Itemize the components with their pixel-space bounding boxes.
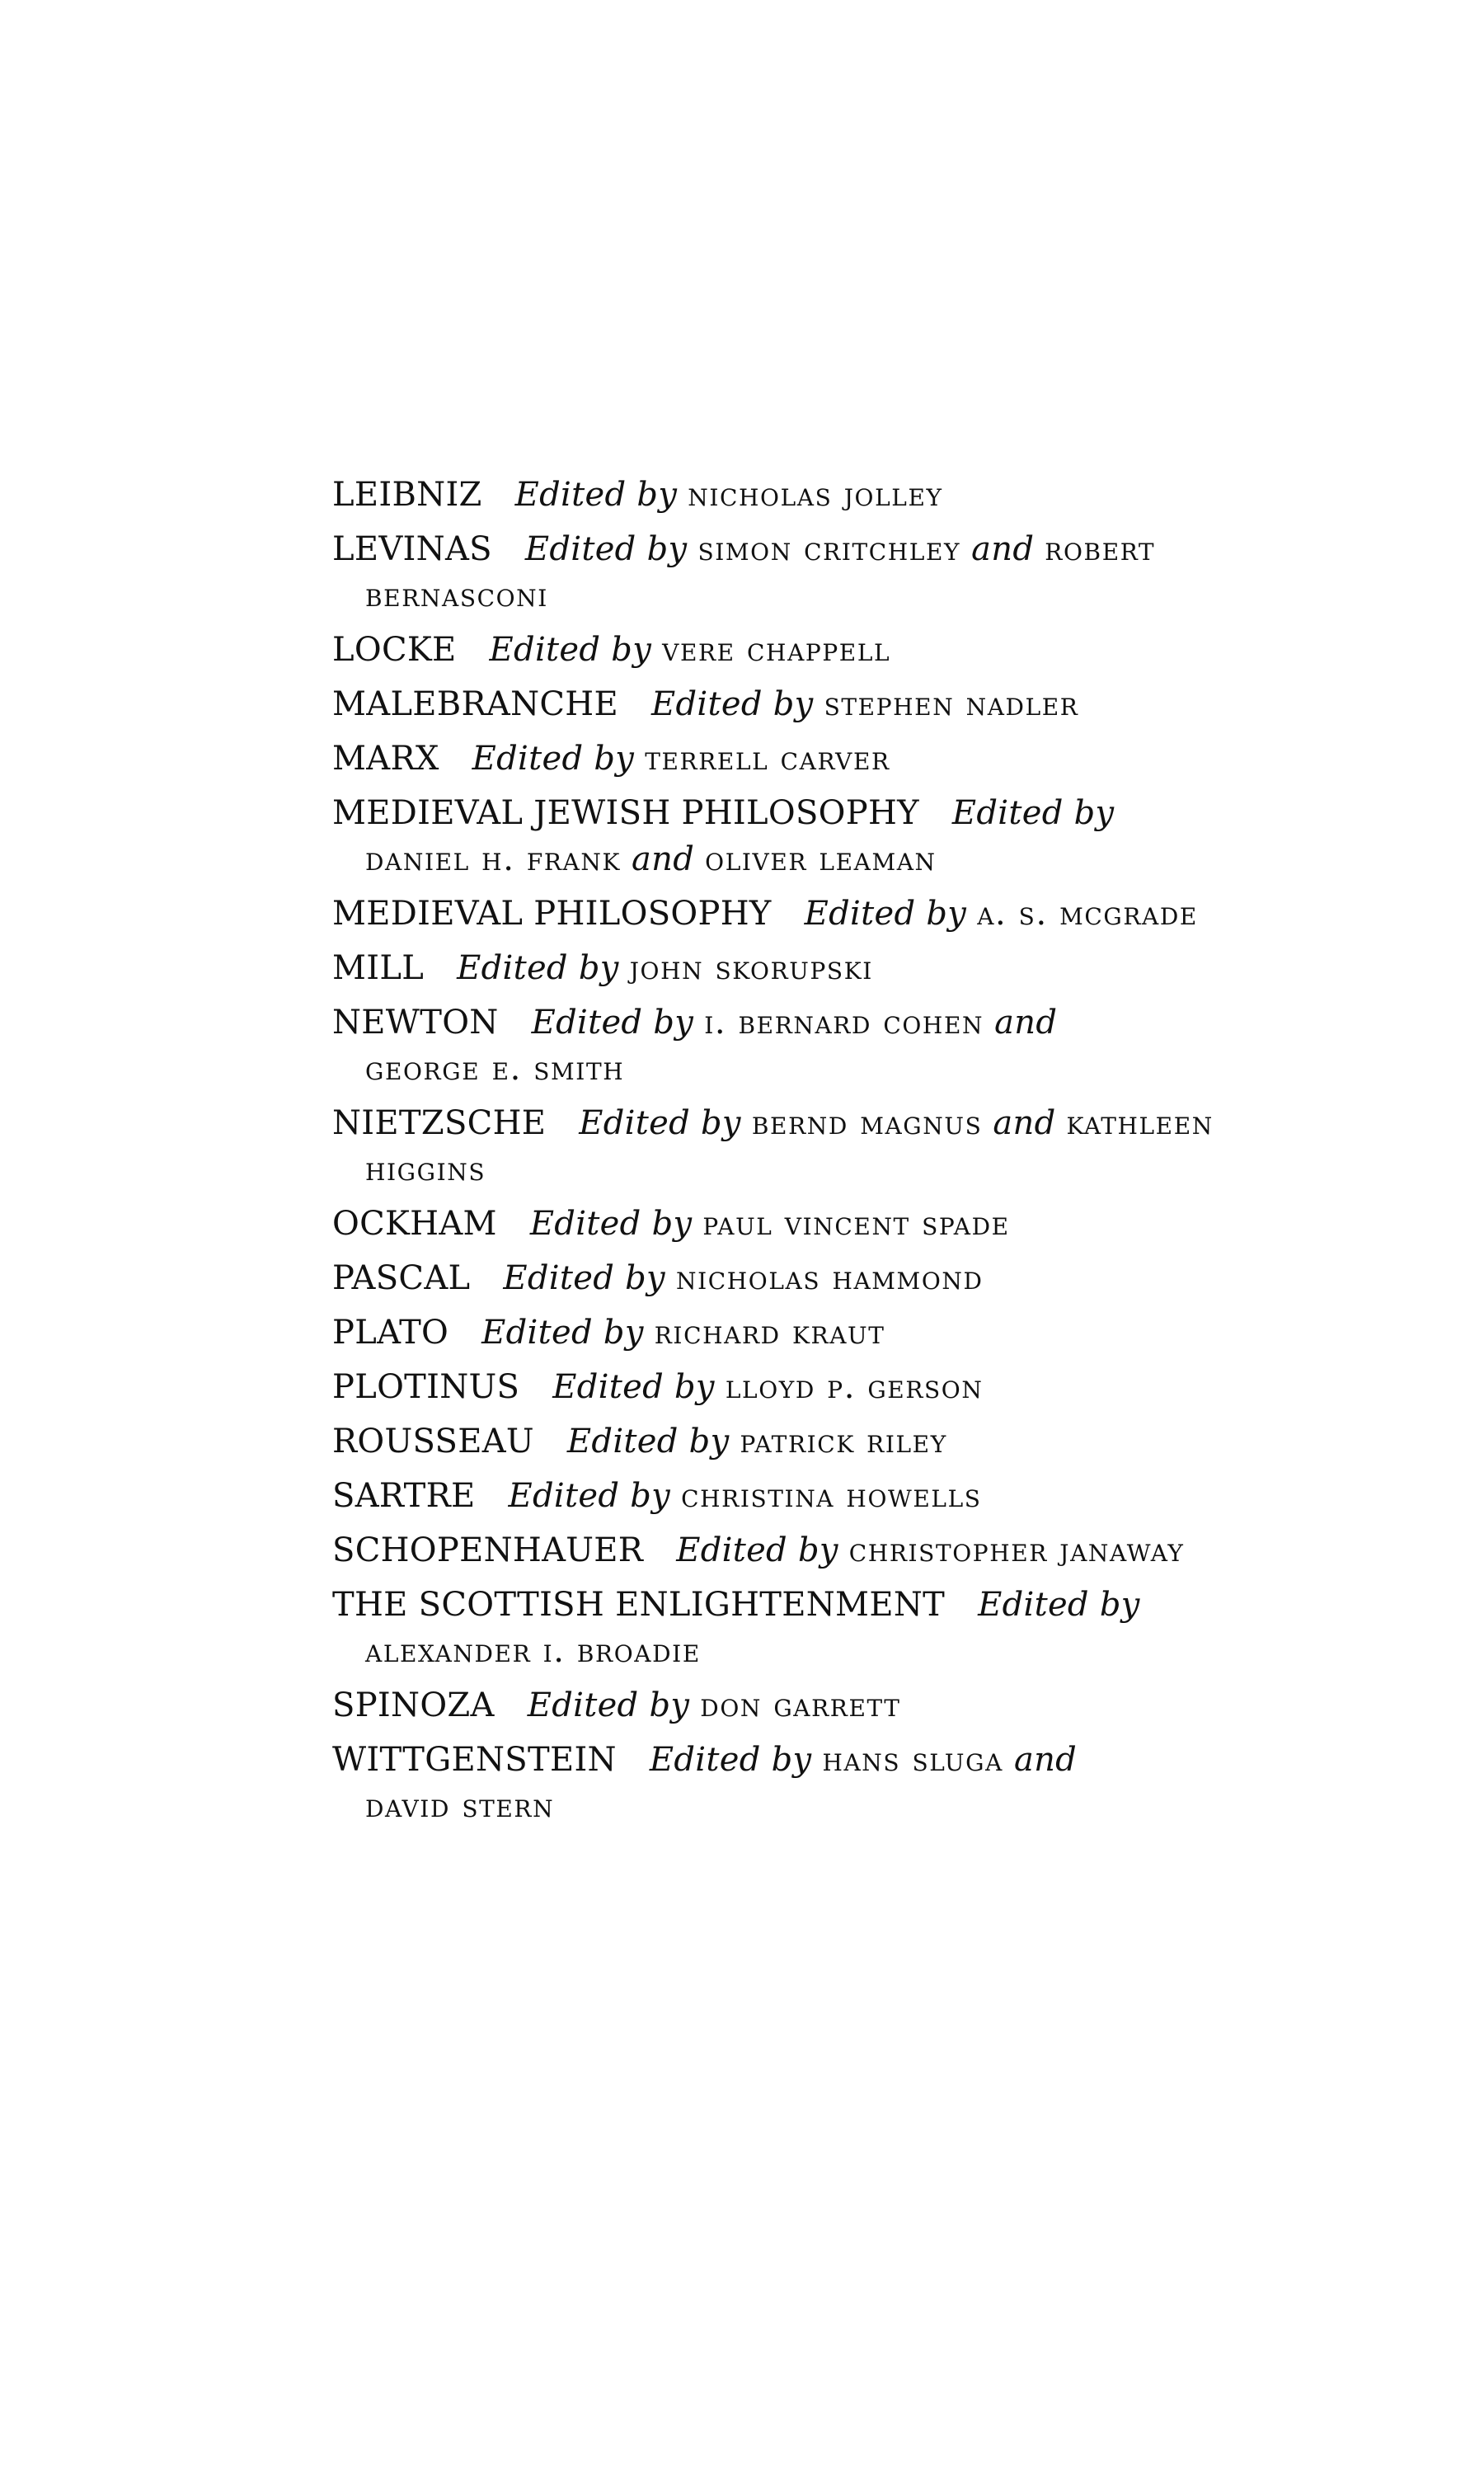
edited-by-label: Edited by xyxy=(529,1205,693,1243)
list-item xyxy=(332,999,1157,1092)
edited-by-label: Edited by xyxy=(649,1741,812,1779)
edited-by-label: Edited by xyxy=(527,1686,690,1724)
list-item xyxy=(332,1418,1280,1465)
entry-editor: hans sluga xyxy=(822,1741,1003,1779)
list-item xyxy=(332,1527,1313,1573)
entry-editor: lloyd p. gerson xyxy=(725,1368,984,1406)
list-item xyxy=(332,1682,1280,1729)
entry-editor: paul vincent spade xyxy=(702,1205,1010,1243)
entry-editor: george e. smith xyxy=(365,1050,625,1088)
entry-editor: richard kraut xyxy=(654,1314,885,1352)
edited-by-label: Edited by xyxy=(552,1368,715,1406)
entry-editor: robert bernasconi xyxy=(365,530,1156,614)
entry-editor: bernd magnus xyxy=(751,1104,983,1142)
list-item xyxy=(332,1582,1157,1674)
edited-by-label: Edited by xyxy=(566,1423,730,1460)
list-item xyxy=(332,1364,1280,1410)
entry-subject: MEDIEVAL PHILOSOPHY xyxy=(332,895,772,933)
edited-by-label: Edited by xyxy=(472,740,635,778)
and-label: and xyxy=(1013,1741,1078,1779)
entry-editor: daniel h. frank xyxy=(365,840,621,878)
edited-by-label: Edited by xyxy=(804,895,967,933)
list-item xyxy=(332,736,1280,782)
list-item xyxy=(332,1737,1157,1829)
edited-by-label: Edited by xyxy=(579,1104,741,1142)
list-item xyxy=(332,1100,1313,1192)
entry-editor: john skorupski xyxy=(629,949,873,987)
list-item xyxy=(332,1473,1280,1519)
entry-subject: PASCAL xyxy=(332,1259,471,1297)
edited-by-label: Edited by xyxy=(514,476,678,514)
entry-subject: MARX xyxy=(332,740,439,778)
entry-subject: NIETZSCHE xyxy=(332,1104,547,1142)
edited-by-label: Edited by xyxy=(978,1586,1140,1624)
entry-editor: simon critchley xyxy=(697,530,961,568)
entry-editor: stephen nadler xyxy=(824,685,1079,723)
edited-by-label: Edited by xyxy=(508,1477,671,1515)
and-label: and xyxy=(993,1104,1056,1142)
series-list xyxy=(332,472,1280,1837)
edited-by-label: Edited by xyxy=(676,1531,838,1569)
entry-subject: PLATO xyxy=(332,1314,449,1352)
entry-editor: i. bernard cohen xyxy=(704,1004,984,1042)
entry-editor: nicholas hammond xyxy=(675,1259,984,1297)
entry-subject: WITTGENSTEIN xyxy=(332,1741,617,1779)
list-item xyxy=(332,1310,1280,1356)
list-item xyxy=(332,472,1280,518)
edited-by-label: Edited by xyxy=(951,794,1115,832)
list-item xyxy=(332,891,1280,937)
list-item xyxy=(332,681,1280,727)
list-item xyxy=(332,526,1313,618)
entry-subject: MILL xyxy=(332,949,425,987)
edited-by-label: Edited by xyxy=(651,685,814,723)
entry-editor: nicholas jolley xyxy=(688,476,943,514)
entry-subject: MALEBRANCHE xyxy=(332,685,618,723)
entry-editor: vere chappell xyxy=(662,631,891,669)
entry-subject: LEIBNIZ xyxy=(332,476,482,514)
entry-subject: MEDIEVAL JEWISH PHILOSOPHY xyxy=(332,794,919,832)
entry-editor: a. s. mcgrade xyxy=(977,895,1198,933)
edited-by-label: Edited by xyxy=(531,1004,694,1042)
list-item xyxy=(332,1201,1280,1247)
edited-by-label: Edited by xyxy=(481,1314,644,1352)
edited-by-label: Edited by xyxy=(489,631,652,669)
entry-editor: oliver leaman xyxy=(705,840,937,878)
entry-editor: christina howells xyxy=(681,1477,982,1515)
entry-subject: SPINOZA xyxy=(332,1686,495,1724)
edited-by-label: Edited by xyxy=(457,949,619,987)
entry-editor: terrell carver xyxy=(645,740,890,778)
entry-subject: THE SCOTTISH ENLIGHTENMENT xyxy=(332,1586,946,1624)
list-item xyxy=(332,790,1157,882)
entry-subject: LOCKE xyxy=(332,631,457,669)
list-item xyxy=(332,1255,1280,1301)
edited-by-label: Edited by xyxy=(524,530,688,568)
entry-subject: OCKHAM xyxy=(332,1205,497,1243)
entry-subject: NEWTON xyxy=(332,1004,499,1042)
and-label: and xyxy=(994,1004,1058,1042)
list-item xyxy=(332,945,1280,991)
entry-subject: ROUSSEAU xyxy=(332,1423,534,1460)
entry-editor: christopher janaway xyxy=(848,1531,1185,1569)
and-label: and xyxy=(632,840,695,878)
entry-editor: alexander i. broadie xyxy=(365,1632,701,1670)
entry-subject: LEVINAS xyxy=(332,530,492,568)
list-item xyxy=(332,627,1280,673)
edited-by-label: Edited by xyxy=(503,1259,665,1297)
and-label: and xyxy=(971,530,1035,568)
entry-editor: kathleen higgins xyxy=(365,1104,1214,1188)
entry-editor: david stern xyxy=(365,1787,555,1825)
entry-subject: PLOTINUS xyxy=(332,1368,520,1406)
entry-subject: SARTRE xyxy=(332,1477,476,1515)
entry-editor: don garrett xyxy=(700,1686,901,1724)
entry-editor: patrick riley xyxy=(740,1423,947,1460)
entry-subject: SCHOPENHAUER xyxy=(332,1531,644,1569)
